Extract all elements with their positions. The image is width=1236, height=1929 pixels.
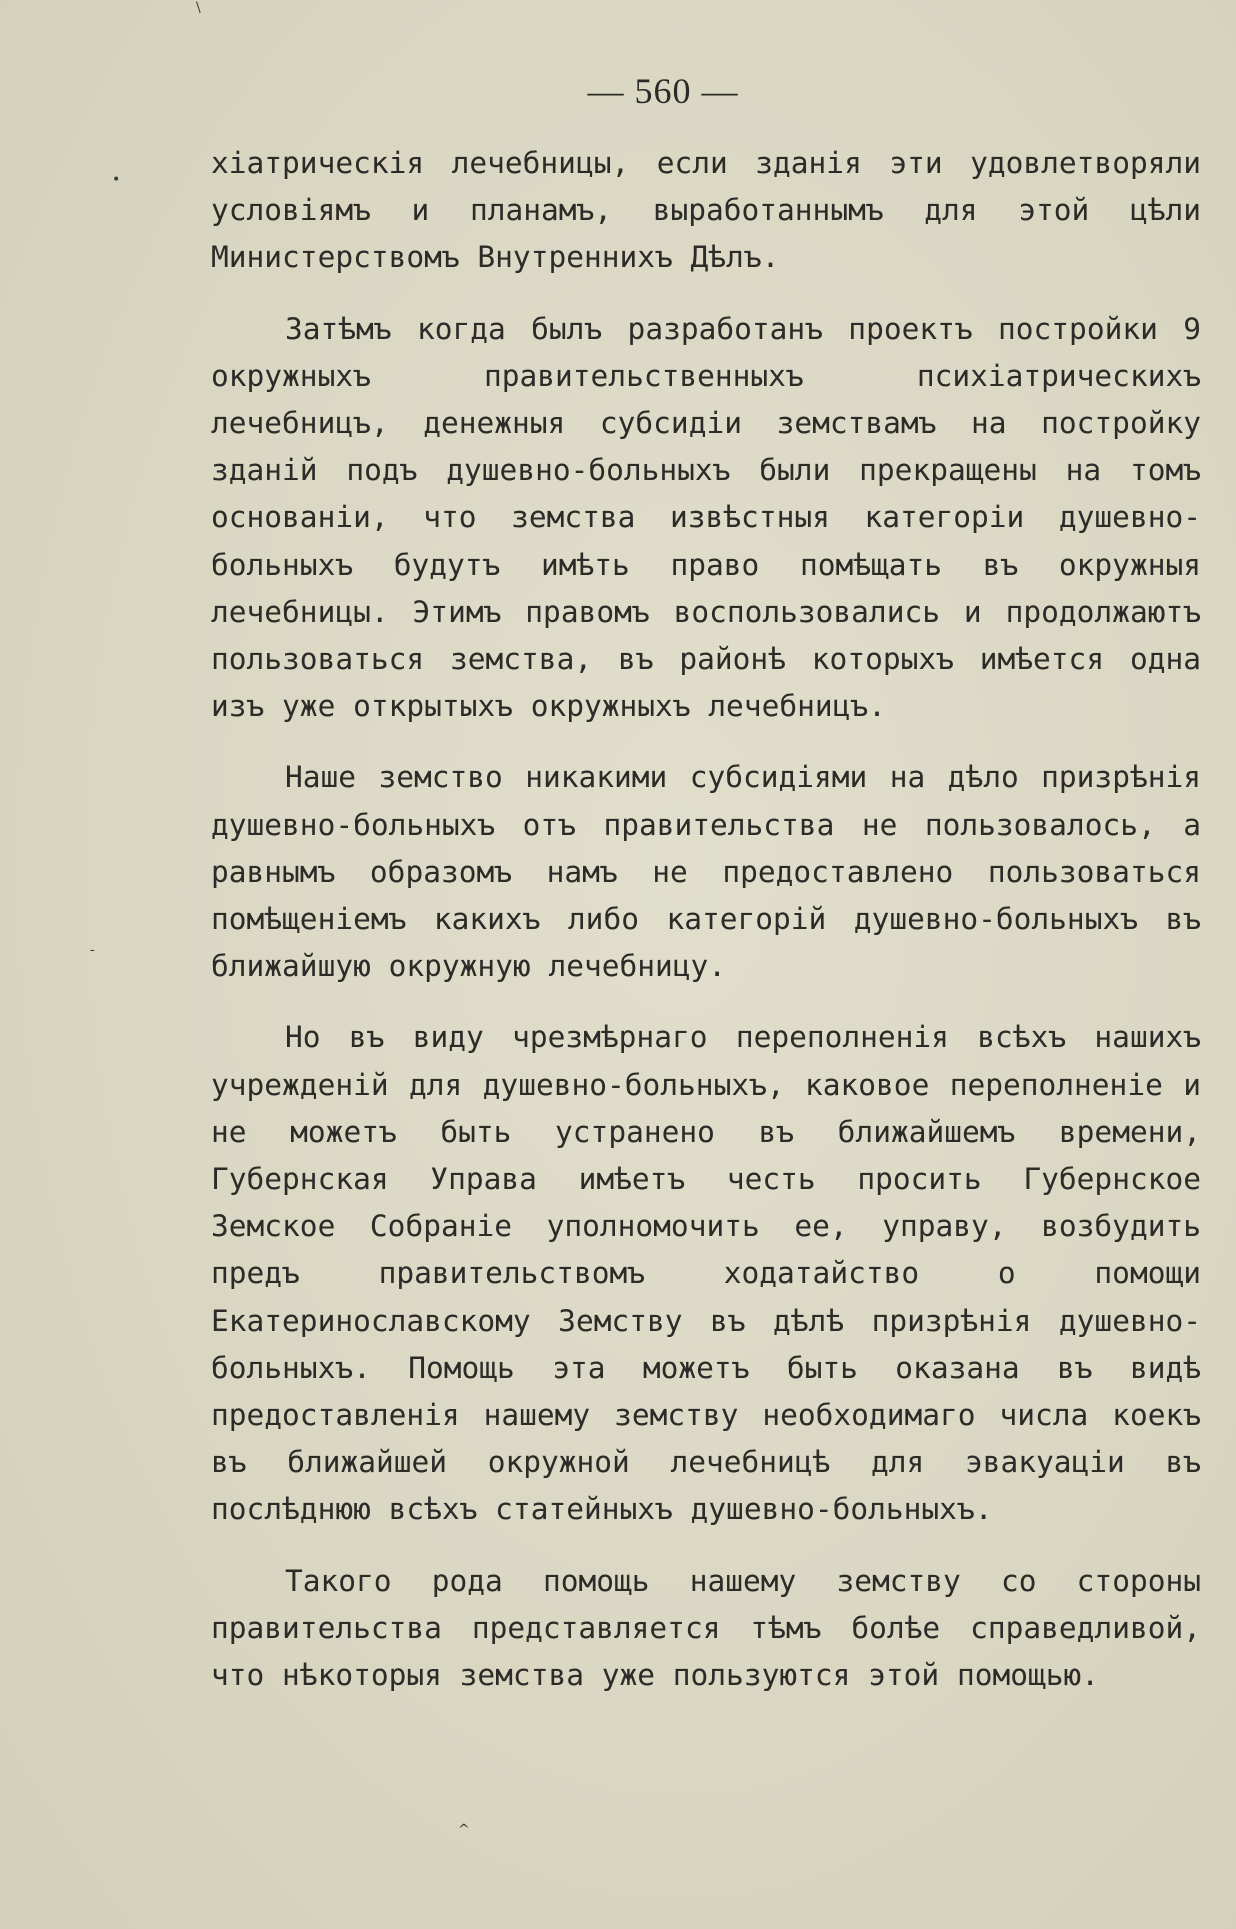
page-number: — 560 — (587, 71, 739, 111)
margin-dot-mark: • (112, 172, 121, 188)
paragraph-3: Наше земство никакими субсидіями на дѣло призрѣнія душевно-больныхъ отъ правительства не пользовалось, а равнымъ образомъ намъ не предоставлено пользоваться помѣщеніемъ какихъ либо категорій душевно-больныхъ въ ближайшую окружную лечебницу. (211, 760, 1201, 984)
paragraph-4: Но въ виду чрезмѣрнаго переполненія всѣхъ нашихъ учрежденій для душевно-больныхъ, каковое переполненіе и не можетъ быть устранено въ ближайшемъ времени, Губернская Управа имѣетъ честь просить Губернское Земское Собраніе уполномочить ее, управу, возбудить предъ правительствомъ ходатайство о помощи Екатеринославскому Земству въ дѣлѣ призрѣнія душевно-больныхъ. Помощь эта можетъ быть оказана въ видѣ предоставленія нашему земству необходимаго числа коекъ въ ближайшей окружной лечебницѣ для эвакуаціи въ послѣднюю всѣхъ статейныхъ душевно-больныхъ. (211, 1020, 1201, 1527)
margin-tick-mark: \ (196, 0, 201, 16)
paragraph-5: Такого рода помощь нашему земству со стороны правительства представляется тѣмъ болѣе справедливой, что нѣкоторыя земства уже пользуются этой помощью. (211, 1563, 1201, 1693)
margin-dash-mark: ‐ (90, 942, 95, 958)
body-text (211, 140, 1201, 1723)
paragraph-1: хіатрическія лечебницы, если зданія эти удовлетворяли условіямъ и планамъ, выработаннымъ для этой цѣли Министерствомъ Внутреннихъ Дѣлъ. (211, 146, 1201, 275)
paragraph-2: Затѣмъ когда былъ разработанъ проектъ постройки 9 окружныхъ правительственныхъ психіатрическихъ лечебницъ, денежныя субсидіи земствамъ на постройку зданій подъ душевно-больныхъ были прекращены на томъ основаніи, что земства извѣстныя категоріи душевно-больныхъ будутъ имѣть право помѣщать въ окружныя лечебницы. Этимъ правомъ воспользовались и продолжаютъ пользоваться земства, въ районѣ которыхъ имѣется одна изъ уже открытыхъ окружныхъ лечебницъ. (211, 311, 1201, 724)
margin-caret-mark: ^ (458, 1822, 470, 1838)
